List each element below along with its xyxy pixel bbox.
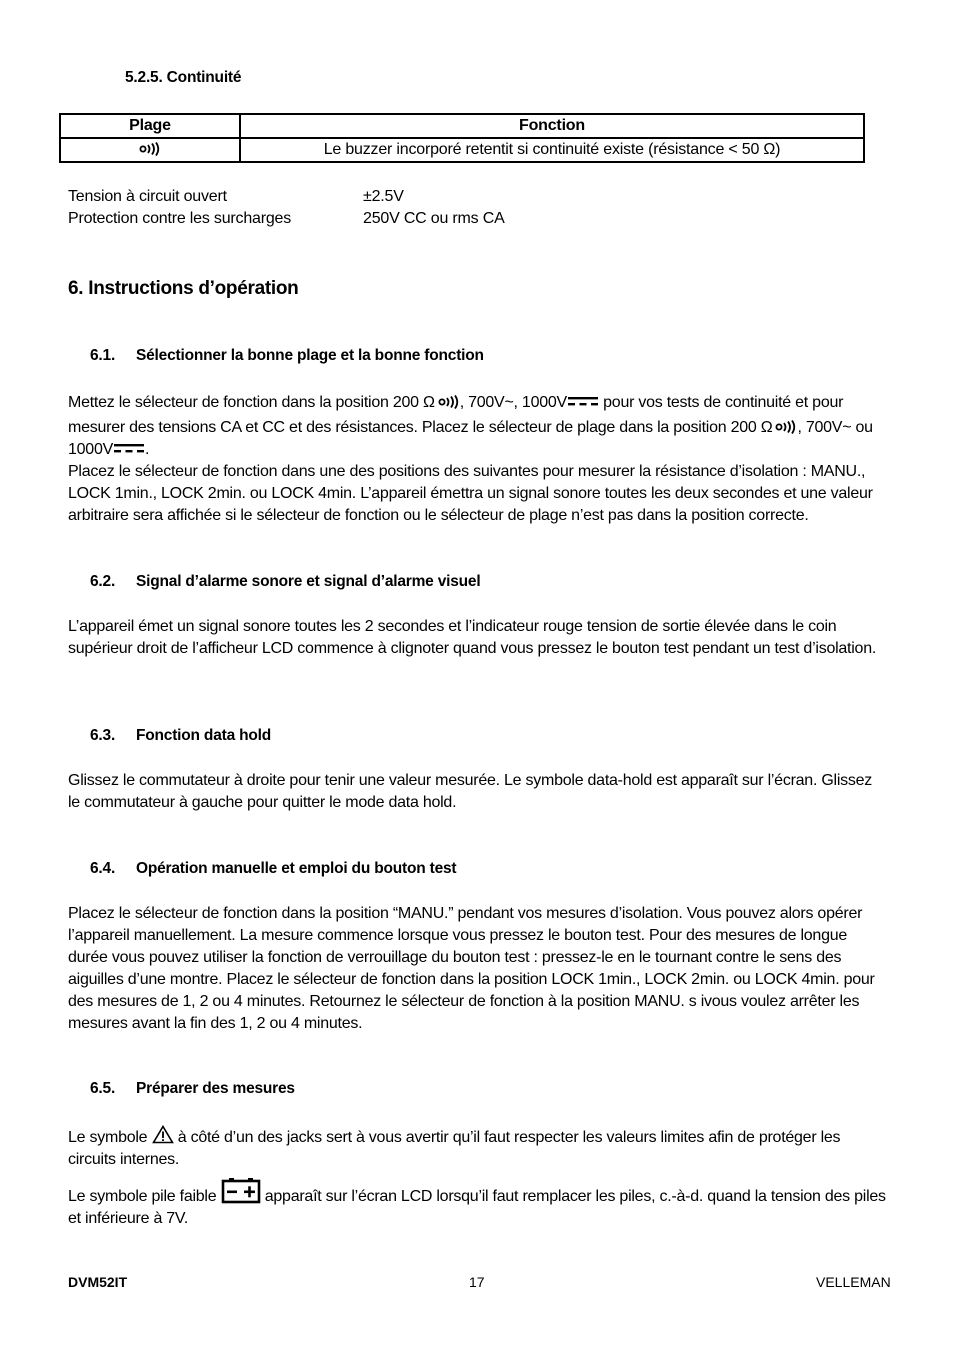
section-6-5-paragraph-1 bbox=[68, 1125, 888, 1171]
section-number: 6.4. bbox=[90, 860, 116, 877]
section-number: 6.5. bbox=[90, 1080, 116, 1097]
section-6-2-paragraph: L’appareil émet un signal sonore toutes les 2 secondes et l’indicateur rouge tension de sortie élevée dans le coin supérieur droit de l’afficheur LCD commence à clignoter quand vous pressez le bouton test pendant un test d’isolation. bbox=[68, 618, 877, 657]
table-cell-function: Le buzzer incorporé retentit si continuité existe (résistance < 50 Ω) bbox=[240, 138, 864, 162]
section-5-2-5-title: 5.2.5. Continuité bbox=[125, 69, 242, 86]
section-heading: Préparer des mesures bbox=[136, 1080, 295, 1097]
low-battery-icon bbox=[221, 1178, 261, 1204]
text-run: apparaît sur l’écran LCD lorsqu’il faut remplacer les piles, c.-à-d. quand la tension des piles et inférieure à 7V. bbox=[68, 1188, 886, 1227]
section-6-2-title bbox=[90, 573, 480, 591]
table-cell-range bbox=[60, 138, 240, 162]
text-run: Le symbole pile faible bbox=[68, 1188, 221, 1205]
section-heading: Opération manuelle et emploi du bouton test bbox=[136, 860, 457, 877]
section-6-3-title bbox=[90, 727, 271, 745]
table-header-row bbox=[60, 114, 864, 138]
dc-symbol-icon bbox=[567, 395, 599, 409]
dc-symbol-icon bbox=[113, 442, 145, 456]
section-heading: Sélectionner la bonne plage et la bonne fonction bbox=[136, 347, 484, 364]
text-run: , 700V~ ou bbox=[797, 419, 873, 436]
footer-brand: VELLEMAN bbox=[816, 1274, 891, 1290]
buzzer-icon bbox=[139, 142, 161, 156]
text-run: Le symbole bbox=[68, 1129, 148, 1146]
section-6-4-paragraph: Placez le sélecteur de fonction dans la position “MANU.” pendant vos mesures d’isolation. Vous pouvez alors opérer l’appareil manuellement. La mesure commence lorsque vous pressez le bouton test. Pour des mesures de longue durée vous pouvez utiliser la fonction de verrouillage du bouton test : pressez-le en le tournant contre le sens des aiguilles d’une montre. Placez le sélecteur de fonction dans la position LOCK 1min., LOCK 2min. ou LOCK 4min. pour des mesures de 1, 2 ou 4 minutes. Retournez le sélecteur de fonction à la position MANU. s ivous voulez arrêter les mesures avant la fin des 1, 2 ou 4 minutes. bbox=[68, 905, 875, 1032]
table-header-range: Plage bbox=[60, 114, 240, 138]
continuity-table bbox=[59, 113, 865, 163]
text-run: 1000V bbox=[68, 441, 114, 458]
text-run: . bbox=[145, 441, 150, 458]
table-row bbox=[60, 138, 864, 162]
spec-value: 250V CC ou rms CA bbox=[363, 210, 505, 227]
buzzer-icon bbox=[438, 395, 460, 409]
text-run: Mettez le sélecteur de fonction dans la position 200 Ω bbox=[68, 394, 435, 411]
table-header-function: Fonction bbox=[240, 114, 864, 138]
section-number: 6.2. bbox=[90, 573, 116, 590]
spec-label: Protection contre les surcharges bbox=[68, 210, 292, 227]
section-6-1-paragraph-2: Placez le sélecteur de fonction dans une des positions des suivantes pour mesurer la résistance d’isolation : MANU., LOCK 1min., LOCK 2min. ou LOCK 4min. L’appareil émettra un signal sonore toutes les deux secondes et une valeur arbitraire sera affichée si le sélecteur de fonction ou le sélecteur de plage n’est pas dans la position correcte. bbox=[68, 463, 873, 524]
section-6-5-title bbox=[90, 1080, 295, 1098]
section-heading: Signal d’alarme sonore et signal d’alarme visuel bbox=[136, 573, 481, 590]
section-6-5-paragraph-2 bbox=[68, 1178, 888, 1230]
footer-model: DVM52IT bbox=[68, 1274, 128, 1290]
spec-label: Tension à circuit ouvert bbox=[68, 188, 227, 205]
text-run: , 700V~, 1000V bbox=[459, 394, 567, 411]
section-6-3-paragraph: Glissez le commutateur à droite pour tenir une valeur mesurée. Le symbole data-hold est apparaît sur l’écran. Glissez le commutateur à gauche pour quitter le mode data hold. bbox=[68, 772, 873, 811]
section-6-4-title bbox=[90, 860, 456, 878]
warning-triangle-icon bbox=[152, 1125, 174, 1144]
spec-value: ±2.5V bbox=[363, 188, 404, 205]
spec-row-open-voltage bbox=[68, 188, 404, 206]
section-6-1-title bbox=[90, 347, 484, 365]
text-run: pour vos tests de continuité et pour bbox=[598, 394, 844, 411]
section-number: 6.1. bbox=[90, 347, 116, 364]
text-run: mesurer des tensions CA et CC et des résistances. Placez le sélecteur de plage dans la position 200 Ω bbox=[68, 419, 773, 436]
buzzer-icon bbox=[775, 420, 797, 434]
footer-page-number: 17 bbox=[469, 1274, 485, 1290]
section-6-1-line-2 bbox=[68, 417, 888, 439]
section-number: 6.3. bbox=[90, 727, 116, 744]
section-6-1-line-3 bbox=[68, 439, 888, 461]
spec-row-overload bbox=[68, 210, 505, 228]
text-run: à côté d’un des jacks sert à vous avertir qu’il faut respecter les valeurs limites afin de protéger les circuits internes. bbox=[68, 1129, 841, 1168]
section-heading: Fonction data hold bbox=[136, 727, 272, 744]
section-6-title: 6. Instructions d’opération bbox=[68, 278, 299, 299]
section-6-1-line-1 bbox=[68, 392, 888, 414]
